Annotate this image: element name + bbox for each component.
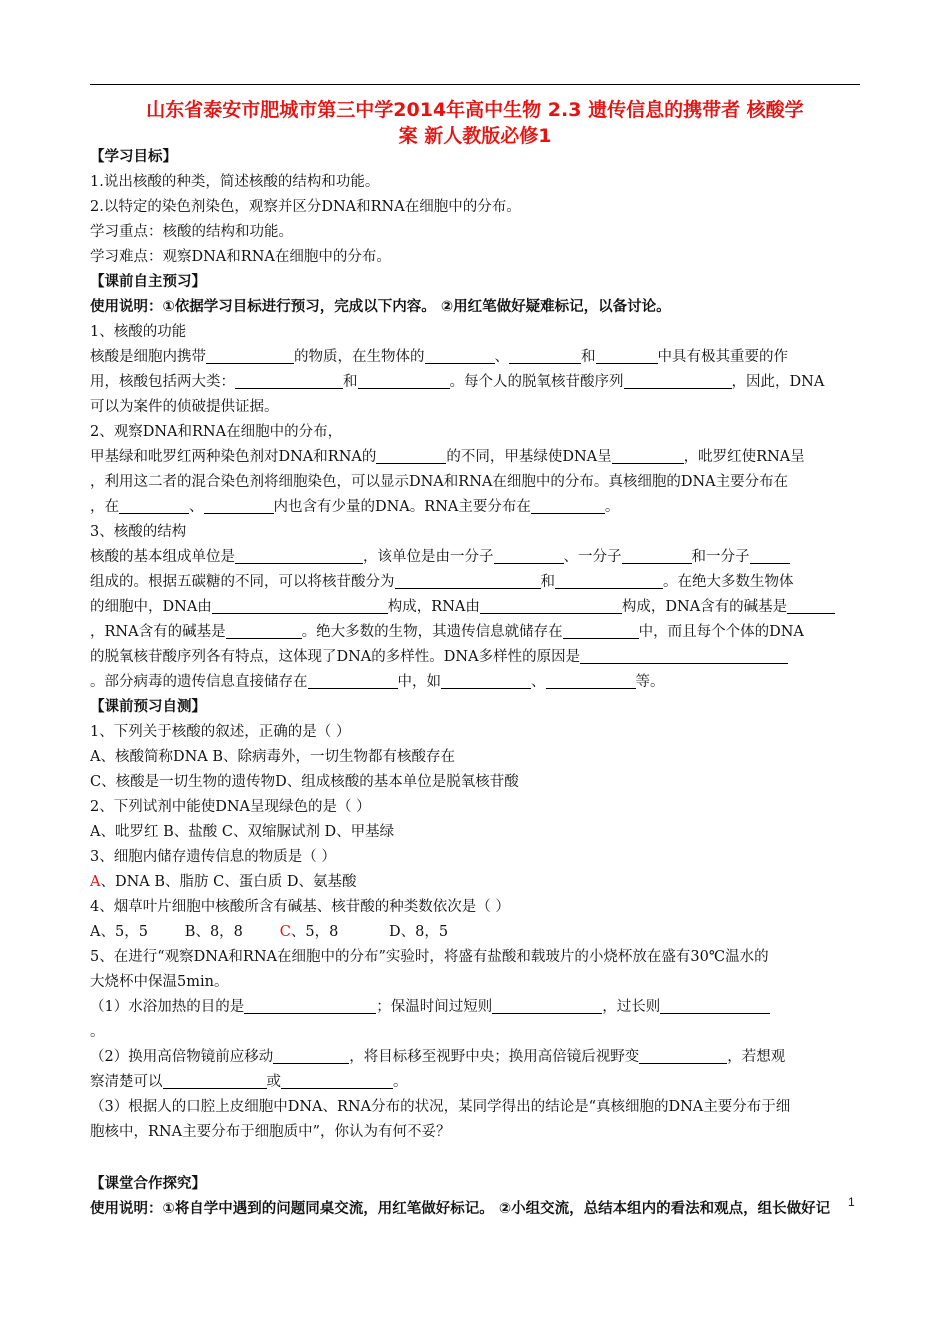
- question-2-options: A、吡罗红 B、盐酸 C、双缩脲试剂 D、甲基绿: [90, 824, 395, 840]
- text-line: 甲基绿和吡罗红两种染色剂对DNA和RNA的 的不同，甲基绿使DNA呈 ，吡罗红使RNA呈: [90, 445, 865, 470]
- fill-blank[interactable]: [273, 1046, 349, 1064]
- usage-instructions: 使用说明：①依据学习目标进行预习，完成以下内容。 ②用红笔做好疑难标记，以备讨论。: [90, 299, 671, 315]
- inquiry-instructions: 使用说明：①将自学中遇到的问题同桌交流，用红笔做好标记。 ②小组交流，总结本组内的看法和观点，组长做好记: [90, 1201, 831, 1217]
- fill-blank[interactable]: [622, 546, 692, 564]
- fill-blank[interactable]: [163, 1071, 267, 1089]
- section-title-distribution: 2、观察DNA和RNA在细胞中的分布，: [90, 424, 343, 440]
- fill-blank[interactable]: [750, 546, 790, 564]
- question-4-options: A、5，5 B、8，8 C、5，8 D、8，5: [90, 924, 449, 940]
- question-1: 1、下列关于核酸的叙述，正确的是（ ）: [90, 724, 351, 740]
- text-line: ，RNA含有的碱基是 。绝大多数的生物，其遗传信息就储存在 中，而且每个个体的DNA: [90, 620, 865, 645]
- text-line: ，利用这二者的混合染色剂将细胞染色，可以显示DNA和RNA在细胞中的分布。真核细胞的DNA主要分布在: [90, 474, 789, 490]
- text-line: 的脱氧核苷酸序列各有特点，这体现了DNA的多样性。DNA多样性的原因是: [90, 645, 865, 670]
- fill-blank[interactable]: [119, 496, 189, 514]
- question-1-options-cd: C、核酸是一切生物的遗传物D、组成核酸的基本单位是脱氧核苷酸: [90, 774, 519, 790]
- fill-blank[interactable]: [376, 446, 446, 464]
- header-rule: [90, 84, 860, 85]
- text-line: 。部分病毒的遗传信息直接储存在 中，如 、 等。: [90, 670, 865, 695]
- fill-blank[interactable]: [494, 546, 564, 564]
- section-title-function: 1、核酸的功能: [90, 324, 187, 340]
- fill-blank[interactable]: [425, 346, 495, 364]
- question-5-sub-3-cont: 胞核中，RNA主要分布于细胞质中”，你认为有何不妥？: [90, 1124, 451, 1140]
- question-1-options-ab: A、核酸简称DNA B、除病毒外，一切生物都有核酸存在: [90, 749, 456, 765]
- text-line: ，在 、 内也含有少量的DNA。RNA主要分布在 。: [90, 495, 865, 520]
- text-line: 组成的。根据五碳糖的不同，可以将核苷酸分为 和 。在绝大多数生物体: [90, 570, 865, 595]
- fill-blank[interactable]: [596, 346, 658, 364]
- fill-blank[interactable]: [624, 371, 732, 389]
- question-5-sub-2-cont: 察清楚可以 或 。: [90, 1070, 865, 1095]
- fill-blank[interactable]: [395, 571, 541, 589]
- fill-blank[interactable]: [206, 346, 294, 364]
- document-title-line-2: 案 新人教版必修1: [398, 125, 552, 147]
- text-line: 可以为案件的侦破提供证据。: [90, 399, 279, 415]
- question-5-sub-2: （2）换用高倍物镜前应移动 ，将目标移至视野中央；换用高倍镜后视野变 ，若想观: [90, 1045, 865, 1070]
- heading-self-preview: 【课前自主预习】: [90, 274, 206, 290]
- question-5-sub-3: （3）根据人的口腔上皮细胞中DNA、RNA分布的状况，某同学得出的结论是“真核细胞的DNA主要分布于细: [90, 1099, 791, 1115]
- text-line: 用，核酸包括两大类： 和 。每个人的脱氧核苷酸序列 ，因此，DNA: [90, 370, 865, 395]
- difficult-point: 学习难点：观察DNA和RNA在细胞中的分布。: [90, 249, 391, 265]
- question-3: 3、细胞内储存遗传信息的物质是（ ）: [90, 849, 336, 865]
- fill-blank[interactable]: [555, 571, 663, 589]
- fill-blank[interactable]: [308, 671, 398, 689]
- fill-blank[interactable]: [226, 621, 302, 639]
- text-line: 核酸是细胞内携带 的物质，在生物体的 、 和 中具有极其重要的作: [90, 345, 865, 370]
- fill-blank[interactable]: [235, 546, 363, 564]
- fill-blank[interactable]: [204, 496, 274, 514]
- fill-blank[interactable]: [235, 371, 343, 389]
- document-title-line-1: 山东省泰安市肥城市第三中学2014年高中生物 2.3 遗传信息的携带者 核酸学: [146, 99, 804, 121]
- fill-blank[interactable]: [480, 596, 622, 614]
- goal-1: 1.说出核酸的种类，简述核酸的结构和功能。: [90, 174, 380, 190]
- fill-blank[interactable]: [546, 671, 636, 689]
- fill-blank[interactable]: [660, 996, 770, 1014]
- heading-classroom-inquiry: 【课堂合作探究】: [90, 1176, 206, 1192]
- text-line: 核酸的基本组成单位是 ，该单位是由一分子 、一分子 和一分子: [90, 545, 865, 570]
- section-title-structure: 3、核酸的结构: [90, 524, 187, 540]
- fill-blank[interactable]: [639, 1046, 727, 1064]
- fill-blank[interactable]: [244, 996, 376, 1014]
- fill-blank[interactable]: [787, 596, 835, 614]
- question-3-options: A、DNA B、脂肪 C、蛋白质 D、氨基酸: [90, 874, 357, 890]
- heading-self-test: 【课前预习自测】: [90, 699, 206, 715]
- question-2: 2、下列试剂中能使DNA呈现绿色的是（ ）: [90, 799, 371, 815]
- fill-blank[interactable]: [492, 996, 602, 1014]
- page-number: 1: [848, 1195, 855, 1209]
- fill-blank[interactable]: [212, 596, 388, 614]
- question-5-sub-1-end: 。: [90, 1024, 105, 1040]
- fill-blank[interactable]: [281, 1071, 393, 1089]
- question-5: 5、在进行“观察DNA和RNA在细胞中的分布”实验时，将盛有盐酸和载玻片的小烧杯放在盛有30℃温水的: [90, 949, 769, 965]
- fill-blank[interactable]: [441, 671, 531, 689]
- question-4: 4、烟草叶片细胞中核酸所含有碱基、核苷酸的种类数依次是（ ）: [90, 899, 510, 915]
- question-5-sub-1: （1）水浴加热的目的是 ；保温时间过短则 ，过长则: [90, 995, 865, 1020]
- goal-2: 2.以特定的染色剂染色，观察并区分DNA和RNA在细胞中的分布。: [90, 199, 521, 215]
- question-5-cont: 大烧杯中保温5min。: [90, 974, 229, 990]
- fill-blank[interactable]: [580, 646, 788, 664]
- heading-learning-goals: 【学习目标】: [90, 149, 177, 165]
- text-line: 的细胞中，DNA由 构成，RNA由 构成，DNA含有的碱基是: [90, 595, 865, 620]
- fill-blank[interactable]: [531, 496, 605, 514]
- fill-blank[interactable]: [509, 346, 581, 364]
- key-point: 学习重点：核酸的结构和功能。: [90, 224, 293, 240]
- fill-blank[interactable]: [358, 371, 450, 389]
- fill-blank[interactable]: [612, 446, 684, 464]
- fill-blank[interactable]: [563, 621, 639, 639]
